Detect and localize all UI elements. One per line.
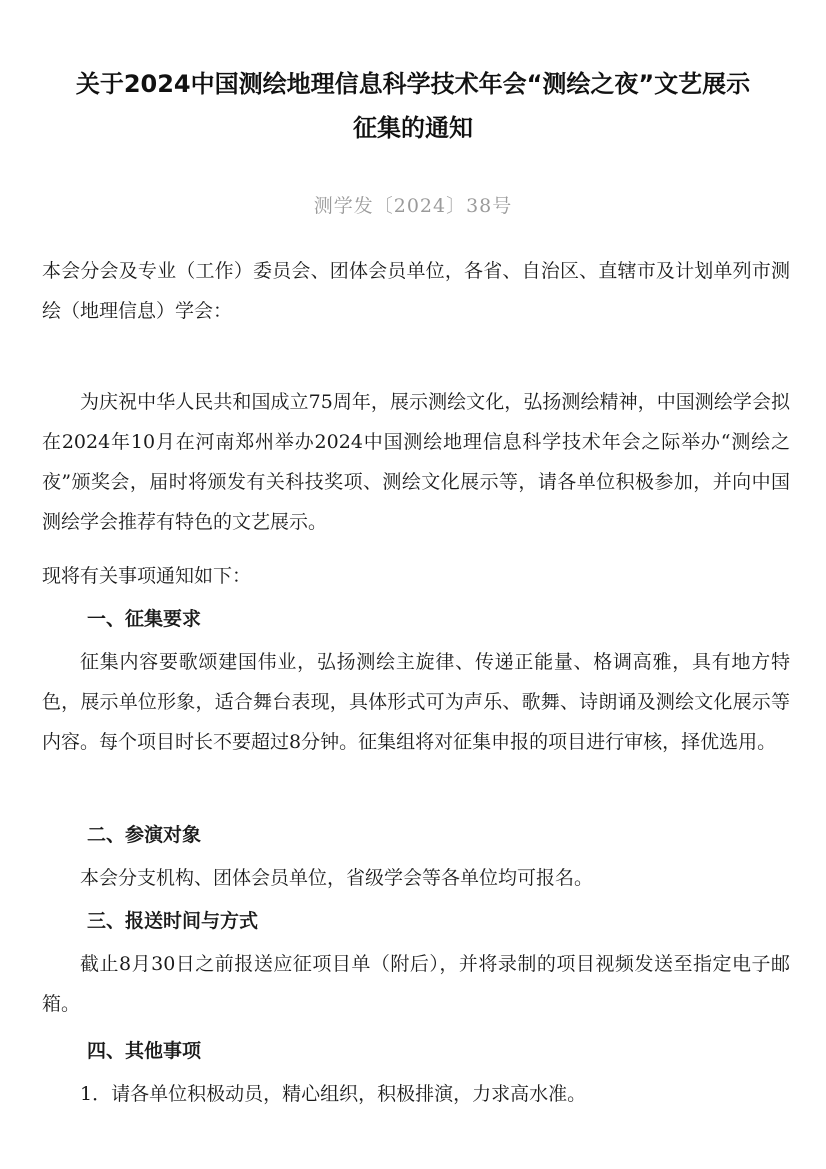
section-heading-other: 四、其他事项 [87, 1040, 202, 1062]
section-heading-participants: 二、参演对象 [87, 824, 202, 846]
section-body-submission: 截止8月30日之前报送应征项目单（附后），并将录制的项目视频发送至指定电子邮箱。 [42, 953, 790, 1015]
addressee-paragraph: 本会分会及专业（工作）委员会、团体会员单位，各省、自治区、直辖市及计划单列市测绘（地理信息）学会： [42, 260, 790, 322]
section-body-other: 1．请各单位积极动员，精心组织，积极排演，力求高水准。 [80, 1083, 587, 1105]
document-title-line1: 关于2024中国测绘地理信息科学技术年会“测绘之夜”文艺展示 [75, 70, 751, 98]
section-body-participants: 本会分支机构、团体会员单位，省级学会等各单位均可报名。 [80, 867, 594, 889]
document-number: 测学发〔2024〕38号 [313, 195, 513, 217]
document-title-line2: 征集的通知 [353, 114, 473, 142]
notice-line: 现将有关事项通知如下： [42, 565, 252, 587]
section-heading-requirements: 一、征集要求 [87, 608, 202, 630]
intro-paragraph: 为庆祝中华人民共和国成立75周年，展示测绘文化，弘扬测绘精神，中国测绘学会拟在2024年10月在河南郑州举办2024中国测绘地理信息科学技术年会之际举办“测绘之夜”颁奖会，届时将颁发有关科技奖项、测绘文化展示等，请各单位积极参加，并向中国测绘学会推荐有特色的文艺展示。 [42, 391, 790, 533]
section-body-requirements: 征集内容要歌颂建国伟业，弘扬测绘主旋律、传递正能量、格调高雅，具有地方特色，展示单位形象，适合舞台表现，具体形式可为声乐、歌舞、诗朗诵及测绘文化展示等内容。每个项目时长不要超过8分钟。征集组将对征集申报的项目进行审核，择优选用。 [42, 651, 790, 753]
section-heading-submission: 三、报送时间与方式 [87, 910, 259, 932]
